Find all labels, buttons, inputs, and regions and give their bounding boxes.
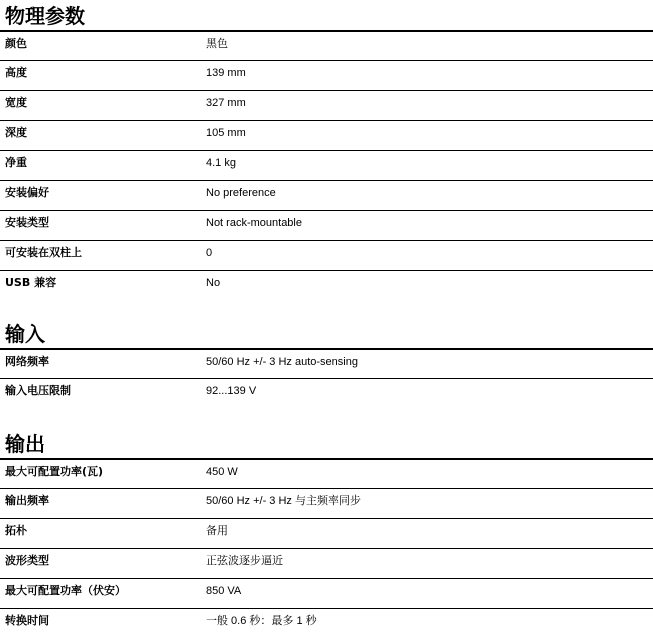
spec-label: 拓朴	[5, 524, 27, 537]
spec-table-output	[0, 458, 653, 638]
spec-value: 50/60 Hz +/- 3 Hz 与主频率同步	[206, 495, 361, 507]
table-row	[0, 120, 653, 150]
spec-value: 105 mm	[206, 127, 246, 139]
spec-label: 安装类型	[5, 216, 49, 229]
spec-value: 92...139 V	[206, 385, 257, 397]
table-row	[0, 458, 653, 488]
spec-value: 327 mm	[206, 97, 246, 109]
table-row	[0, 210, 653, 240]
spec-value: Not rack-mountable	[206, 217, 302, 229]
spec-label: 输出频率	[5, 494, 49, 507]
spec-label: 宽度	[5, 96, 27, 109]
table-row	[0, 150, 653, 180]
spec-label: 转换时间	[5, 614, 49, 627]
table-row	[0, 488, 653, 518]
spec-value: 备用	[206, 525, 228, 537]
spec-value: No	[206, 277, 221, 289]
spec-label: 高度	[5, 66, 27, 79]
spec-value: 450 W	[206, 466, 238, 478]
spec-value: 正弦波逐步逼近	[206, 555, 283, 567]
spec-label: 颜色	[5, 37, 27, 50]
spec-label: 安装偏好	[5, 186, 49, 199]
table-row	[0, 30, 653, 60]
table-row	[0, 578, 653, 608]
spec-value: 850 VA	[206, 585, 242, 597]
table-row	[0, 608, 653, 638]
spec-label: 网络频率	[5, 355, 49, 368]
table-row	[0, 240, 653, 270]
spec-label: 最大可配置功率(瓦)	[5, 465, 104, 478]
spec-value: No preference	[206, 187, 276, 199]
spec-label: 净重	[5, 156, 27, 169]
section-title-output: 输出	[5, 432, 45, 456]
spec-value: 4.1 kg	[206, 157, 236, 169]
spec-label: USB 兼容	[5, 276, 57, 289]
spec-table-physical	[0, 30, 653, 300]
table-row	[0, 378, 653, 408]
table-row	[0, 270, 653, 300]
spec-value: 139 mm	[206, 67, 246, 79]
spec-value: 黑色	[206, 38, 228, 50]
spec-value: 一般 0.6 秒：最多 1 秒	[206, 615, 317, 627]
table-row	[0, 180, 653, 210]
spec-label: 输入电压限制	[5, 384, 71, 397]
section-title-input: 输入	[5, 322, 45, 346]
spec-value: 50/60 Hz +/- 3 Hz auto-sensing	[206, 356, 358, 368]
section-title-physical: 物理参数	[5, 4, 85, 28]
table-row	[0, 518, 653, 548]
table-row	[0, 548, 653, 578]
spec-table-input	[0, 348, 653, 408]
spec-label: 深度	[5, 126, 27, 139]
spec-label: 可安装在双柱上	[5, 246, 82, 259]
table-row	[0, 90, 653, 120]
spec-label: 最大可配置功率（伏安）	[5, 584, 126, 597]
table-row	[0, 348, 653, 378]
table-row	[0, 60, 653, 90]
spec-label: 波形类型	[5, 554, 49, 567]
spec-value: 0	[206, 247, 213, 259]
